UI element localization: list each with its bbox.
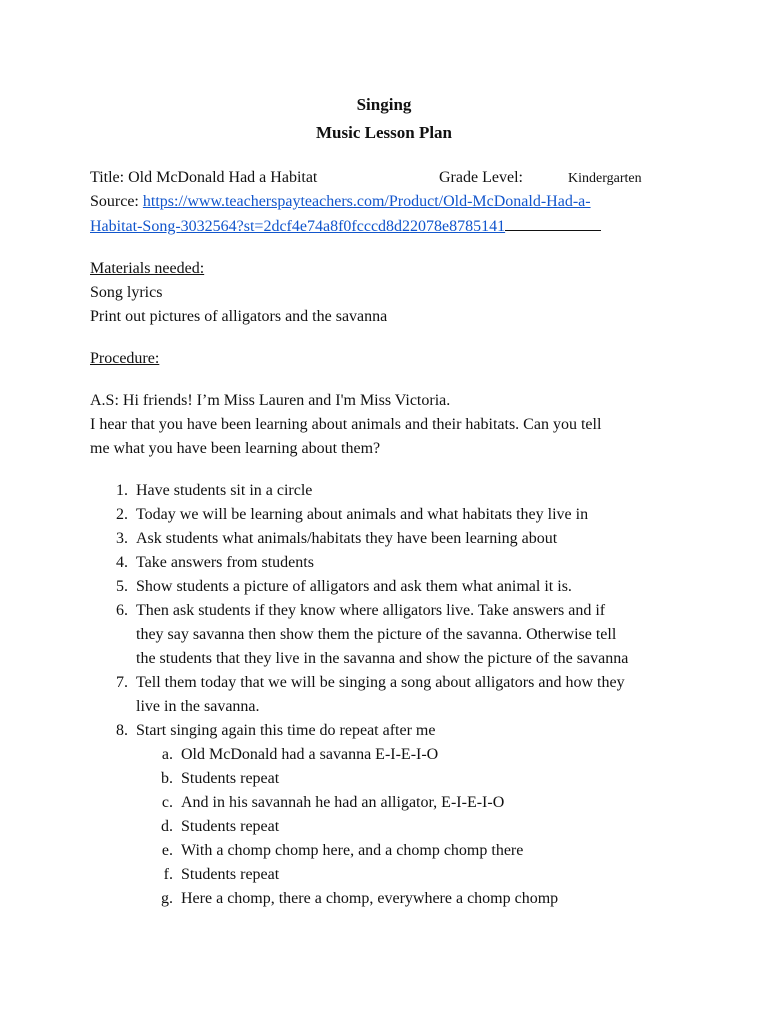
intro-line: A.S: Hi friends! I’m Miss Lauren and I'm Miss Victoria. — [90, 392, 451, 409]
substep-text: And in his savannah he had an alligator, E-I-E-I-O — [181, 794, 505, 811]
materials-item: Song lyrics — [90, 284, 163, 301]
substep-text: Old McDonald had a savanna E-I-E-I-O — [181, 746, 439, 763]
step-text: Tell them today that we will be singing a song about alligators and how they — [136, 674, 625, 691]
step-text: Today we will be learning about animals and what habitats they live in — [136, 506, 589, 523]
source-link-continued[interactable]: Habitat-Song-3032564?st=2dcf4e74a8f0fcccd8d22078e8785141 — [90, 218, 506, 235]
step-text: Start singing again this time do repeat after me — [136, 722, 436, 739]
step-text: Then ask students if they know where alligators live. Take answers and if — [136, 602, 606, 619]
step-text: live in the savanna. — [136, 698, 260, 715]
blank-fill-line — [505, 216, 601, 231]
substep-letter: b. — [161, 770, 173, 787]
substep-text: Here a chomp, there a chomp, everywhere a chomp chomp — [181, 890, 559, 907]
source-row — [90, 192, 591, 212]
step-text: they say savanna then show them the picture of the savanna. Otherwise tell — [136, 626, 617, 643]
step-number: 1. — [116, 482, 128, 499]
substep-letter: a. — [161, 746, 173, 763]
document-subheading: Music Lesson Plan — [315, 123, 453, 142]
step-number: 2. — [116, 506, 128, 523]
grade-level-value: Kindergarten — [568, 171, 642, 186]
procedure-heading: Procedure: — [90, 350, 160, 367]
step-number: 6. — [116, 602, 128, 619]
intro-line: me what you have been learning about them? — [90, 440, 381, 457]
substep-letter: c. — [161, 794, 173, 811]
substep-letter: d. — [161, 818, 173, 835]
substep-letter: f. — [163, 866, 173, 883]
materials-item: Print out pictures of alligators and the savanna — [90, 308, 388, 325]
substep-letter: e. — [161, 842, 173, 859]
step-text: Have students sit in a circle — [136, 482, 313, 499]
substep-text: Students repeat — [181, 770, 280, 787]
substep-text: With a chomp chomp here, and a chomp chomp there — [181, 842, 524, 859]
substep-letter: g. — [161, 890, 173, 907]
materials-heading: Materials needed: — [90, 260, 205, 277]
lesson-title: Title: Old McDonald Had a Habitat — [90, 169, 318, 186]
source-label: Source: — [90, 193, 139, 210]
step-text: Show students a picture of alligators and ask them what animal it is. — [136, 578, 572, 595]
grade-level-label: Grade Level: — [439, 169, 523, 186]
step-number: 7. — [116, 674, 128, 691]
step-text: Ask students what animals/habitats they have been learning about — [136, 530, 558, 547]
step-number: 4. — [116, 554, 128, 571]
step-number: 3. — [116, 530, 128, 547]
step-text: Take answers from students — [136, 554, 314, 571]
step-number: 5. — [116, 578, 128, 595]
step-number: 8. — [116, 722, 128, 739]
source-row-2 — [90, 216, 601, 237]
substep-text: Students repeat — [181, 866, 280, 883]
document-heading: Singing — [356, 95, 412, 114]
intro-line: I hear that you have been learning about animals and their habitats. Can you tell — [90, 416, 602, 433]
step-text: the students that they live in the savanna and show the picture of the savanna — [136, 650, 629, 667]
substep-text: Students repeat — [181, 818, 280, 835]
source-link[interactable]: https://www.teacherspayteachers.com/Product/Old-McDonald-Had-a- — [142, 193, 591, 210]
